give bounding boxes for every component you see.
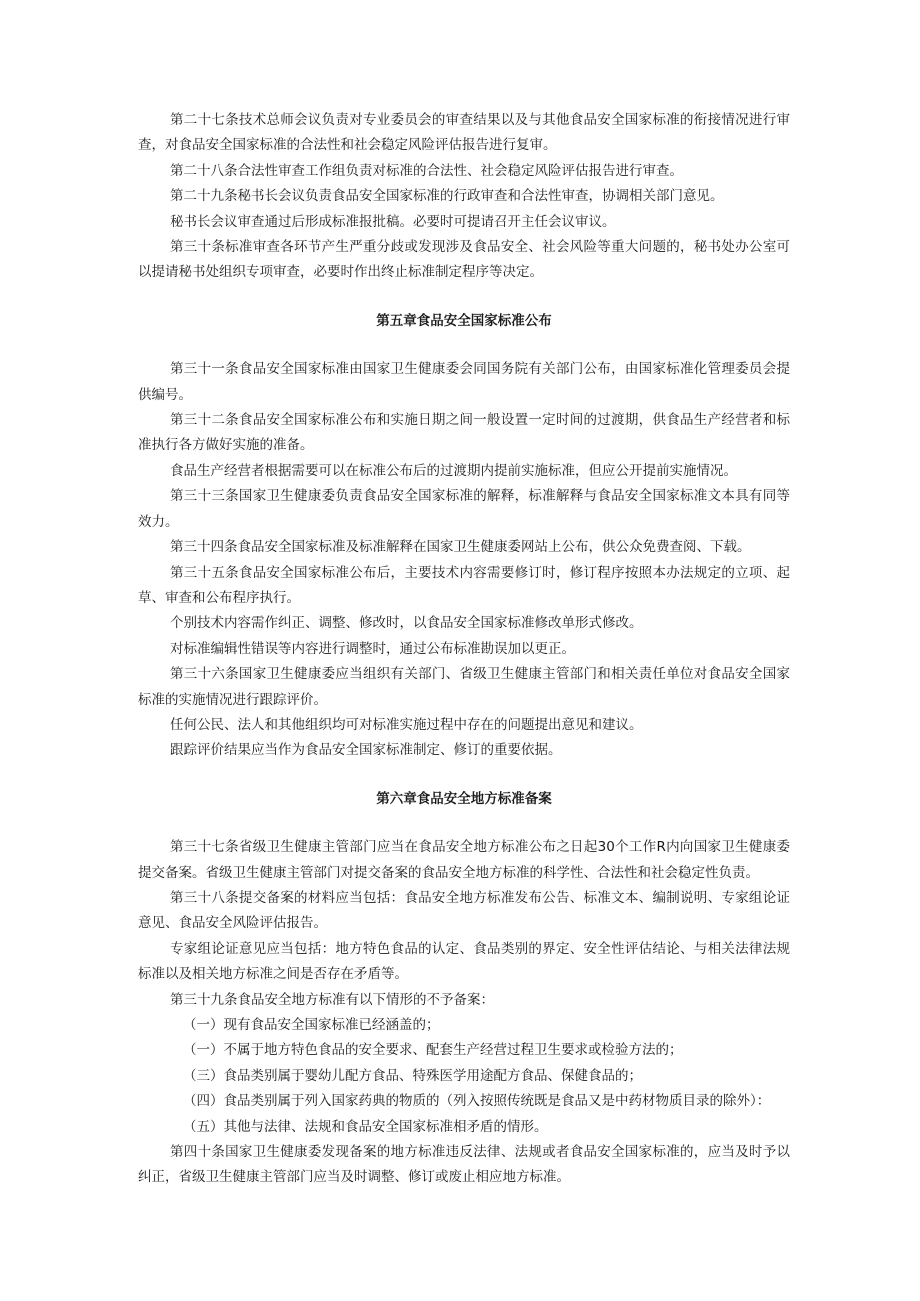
article-35-note-2: 对标准编辑性错误等内容进行调整时，通过公布标准勘误加以更正。 [170, 640, 575, 657]
article-39-item: （一）不属于地方特色食品的安全要求、配套生产经营过程卫生要求或检验方法的； [183, 1042, 683, 1059]
chapter-6-heading: 第六章食品安全地方标准备案 [376, 790, 552, 807]
article-39: 第三十九条食品安全地方标准有以下情形的不予备案： [170, 991, 494, 1008]
article-39-item: （一）现有食品安全国家标准已经涵盖的； [183, 1017, 440, 1033]
article-36-note-2: 跟踪评价结果应当作为食品安全国家标准制定、修订的重要依据。 [170, 742, 562, 759]
article-34: 第三十四条食品安全国家标准及标准解释在国家卫生健康委网站上公布，供公众免费查阅、下载。 [170, 539, 751, 556]
document-page [138, 108, 790, 1191]
article-38: 第三十八条提交备案的材料应当包括：食品安全地方标准发布公告、标准文本、编制说明、专家组论证意见、食品安全风险评估报告。 [138, 889, 790, 932]
article-27: 第二十七条技术总师会议负责对专业委员会的审查结果以及与其他食品安全国家标准的衔接情况进行审查，对食品安全国家标准的合法性和社会稳定风险评估报告进行复审。 [138, 112, 790, 154]
article-35-note-1: 个别技术内容需作纠正、调整、修改时，以食品安全国家标准修改单形式修改。 [170, 615, 643, 632]
article-32: 第三十二条食品安全国家标准公布和实施日期之间一般设置一定时间的过渡期，供食品生产经营者和标准执行各方做好实施的准备。 [138, 412, 790, 454]
article-39-item: （四）食品类别属于列入国家药典的物质的（列入按照传统既是食品又是中药材物质目录的除外）： [183, 1093, 771, 1110]
article-39-item: （三）食品类别属于婴幼儿配方食品、特殊医学用途配方食品、保健食品的； [183, 1067, 642, 1084]
chapter-5-heading: 第五章食品安全国家标准公布 [376, 312, 552, 329]
article-35: 第三十五条食品安全国家标准公布后，主要技术内容需要修订时，修订程序按照本办法规定的立项、起草、审查和公布程序执行。 [138, 564, 790, 606]
article-29: 第二十九条秘书长会议负责食品安全国家标准的行政审查和合法性审查，协调相关部门意见。 [170, 188, 724, 205]
article-39-item: （五）其他与法律、法规和食品安全国家标准相矛盾的情形。 [183, 1118, 548, 1135]
article-36-note-1: 任何公民、法人和其他组织均可对标准实施过程中存在的问题提出意见和建议。 [170, 716, 643, 733]
article-28: 第二十八条合法性审查工作组负责对标准的合法性、社会稳定风险评估报告进行审查。 [170, 162, 683, 179]
article-30: 第三十条标准审查各环节产生严重分歧或发现涉及食品安全、社会风险等重大问题的，秘书处办公室可以提请秘书处组织专项审查，必要时作出终止标准制定程序等决定。 [138, 239, 790, 281]
article-31: 第三十一条食品安全国家标准由国家卫生健康委会同国务院有关部门公布，由国家标准化管理委员会提供编号。 [138, 361, 790, 403]
article-29-note: 秘书长会议审查通过后形成标准报批稿。必要时可提请召开主任会议审议。 [170, 213, 616, 230]
article-38-note: 专家组论证意见应当包括：地方特色食品的认定、食品类别的界定、安全性评估结论、与相关法律法规标准以及相关地方标准之间是否存在矛盾等。 [138, 940, 790, 983]
article-33: 第三十三条国家卫生健康委负责食品安全国家标准的解释，标准解释与食品安全国家标准文本具有同等效力。 [138, 488, 790, 530]
article-36: 第三十六条国家卫生健康委应当组织有关部门、省级卫生健康主管部门和相关责任单位对食品安全国家标准的实施情况进行跟踪评价。 [138, 666, 790, 708]
article-37: 第三十七条省级卫生健康主管部门应当在食品安全地方标准公布之日起30个工作R内向国家卫生健康委提交备案。省级卫生健康主管部门对提交备案的食品安全地方标准的科学性、合法性和社会稳定性负责。 [138, 839, 790, 881]
article-32-note: 食品生产经营者根据需要可以在标准公布后的过渡期内提前实施标准，但应公开提前实施情况。 [170, 462, 737, 479]
article-40: 第四十条国家卫生健康委发现备案的地方标准违反法律、法规或者食品安全国家标准的，应当及时予以纠正，省级卫生健康主管部门应当及时调整、修订或废止相应地方标准。 [138, 1144, 790, 1186]
